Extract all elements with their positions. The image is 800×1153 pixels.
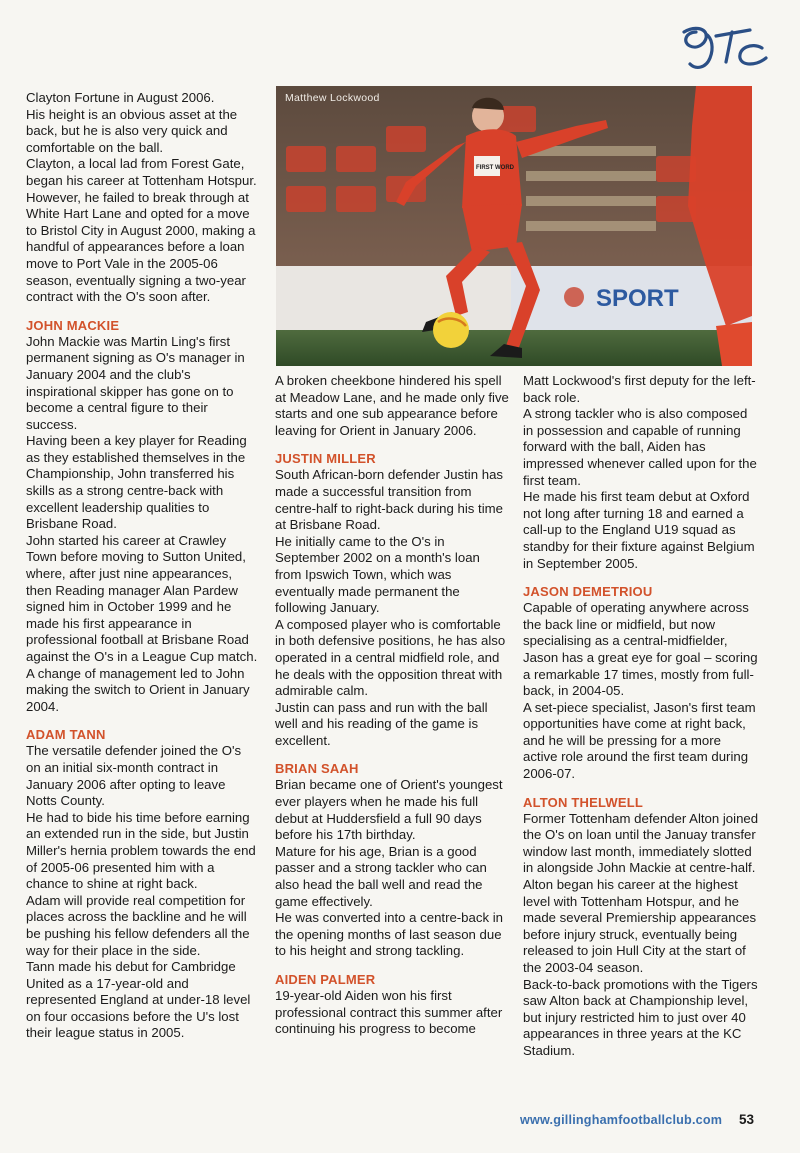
brian-saah-heading: BRIAN SAAH — [275, 761, 359, 777]
alton-thelwell-heading: ALTON THELWELL — [523, 794, 644, 810]
clayton-fortune-text: Clayton Fortune in August 2006. His height is an obvious asset at the back, but he is also very quick and comfortable on the ball. Clayton, a local lad from Forest Gate, began his career at Tottenham Hotspur. However, he failed to break through at White Hart Lane and opted for a move to Bristol City in August 2000, making a handful of appearances before a loan move to Port Vale in the 2005-06 season, eventually signing a two-year contract with the O's soon after. — [26, 90, 257, 305]
aiden-palmer-heading: AIDEN PALMER — [275, 972, 376, 987]
justin-miller-heading: JUSTIN MILLER — [275, 451, 376, 467]
player-photo — [276, 86, 752, 366]
brian-saah-text: Brian became one of Orient's youngest ever players when he made his full debut at Huddersfield a full 90 days before his 17th birthday. Mature for his age, Brian is a good passer and a strong tackler who can also head the ball well and read the game effectively. He was converted into a centre-back in the opening months of last season due to his height and strong tackling. — [275, 777, 503, 959]
john-mackie-text: John Mackie was Martin Ling's first permanent signing as O's manager in January 2004 and the club's inspirational skipper has gone on to become a central figure to their success. Having been a key player for Reading as they established themselves in the Championship, John transferred his skills as a strong centre-back with excellent leadership qualities to Brisbane Road. John started his career at Crawley Town before moving to Sutton United, where, after just nine appearances, then Reading manager Alan Pardew signed him in October 1999 and he made his first appearance in professional football at Brisbane Road against the O's in a League Cup match. A change of management led to John making the switch to Orient in January 2004. — [26, 333, 258, 714]
justin-miller-text: South African-born defender Justin has made a successful transition from centre-half to right-back during his time at Brisbane Road. He initially came to the O's in September 2002 on a month's loan from Ipswich Town, which was eventually made permanent the following January. A composed player who is comfortable in both defensive positions, he has also operated in a central midfield role, and he deals with the opposition threat with admirable calm. Justin can pass and run with the ball well and his reading of the game is excellent. — [275, 467, 506, 748]
adam-tann-continued-text: A broken cheekbone hindered his spell at Meadow Lane, and he made only five starts and one sub appearance before leaving for Orient in January 2006. — [275, 373, 509, 438]
footer-website-link[interactable]: www.gillinghamfootballclub.com — [520, 1113, 723, 1127]
alton-thelwell-text: Former Tottenham defender Alton joined the O's on loan until the Januay transfer window last month, immediately slotted in alongside John Mackie at centre-half. Alton began his career at the highest level with Tottenham Hotspur, and he made several Premiership appearances before injury struck, eventually being released to join Hull City at the start of the 2003-04 season. Back-to-back promotions with the Tigers saw Alton back at Championship level, but injury restricted him to just over 40 appearances in three years at the KC Stadium. — [523, 810, 759, 1058]
photo-illustration — [276, 86, 752, 366]
aiden-palmer-text: 19-year-old Aiden won his first professional contract this summer after continuing his progress to become — [275, 988, 503, 1037]
column-3 — [523, 373, 759, 1060]
gfc-logo-icon — [676, 18, 772, 74]
page-number: 53 — [739, 1112, 755, 1127]
aiden-palmer-continued-text: Matt Lockwood's first deputy for the left-back role. A strong tackler who is also composed in possession and capable of running forward with the ball, Aiden has impressed whenever called upon for the first team. He made his first team debut at Oxford not long after turning 18 and earned a call-up to the England U19 squad as standby for their fixture against Belgium in September 2005. — [523, 373, 757, 571]
john-mackie-heading: JOHN MACKIE — [26, 317, 120, 333]
banner-sport-text: SPORT — [596, 285, 679, 312]
adam-tann-heading: ADAM TANN — [26, 727, 106, 743]
jason-demetriou-text: Capable of operating anywhere across the back line or midfield, but now specialising as a central-midfielder, Jason has a great eye for goal – scoring a remarkable 17 times, mostly from full-back, in 2004-05. A set-piece specialist, Jason's first team opportunities have come at right back, and he will be pressing for a more active role around the first team during 2006-07. — [523, 600, 758, 782]
adam-tann-text: The versatile defender joined the O's on an initial six-month contract in January 2006 after opting to leave Notts County. He had to bide his time before earning an extended run in the side, but Justin Miller's hernia problem towards the end of 2005-06 presented him with a chance to shine at right back. Adam will provide real competition for places across the backline and he will be pushing his fellow defenders all the way for their place in the side. Tann made his debut for Cambridge United as a 17-year-old and represented England at under-18 level on four occasions before the U's lost their league status in 2005. — [26, 743, 256, 1041]
shirt-sponsor-text: FIRST WORD — [476, 165, 514, 171]
column-2 — [275, 373, 509, 1038]
jason-demetriou-heading: JASON DEMETRIOU — [523, 584, 653, 600]
photo-credit: Matthew Lockwood — [285, 92, 380, 104]
column-1 — [26, 90, 258, 1042]
